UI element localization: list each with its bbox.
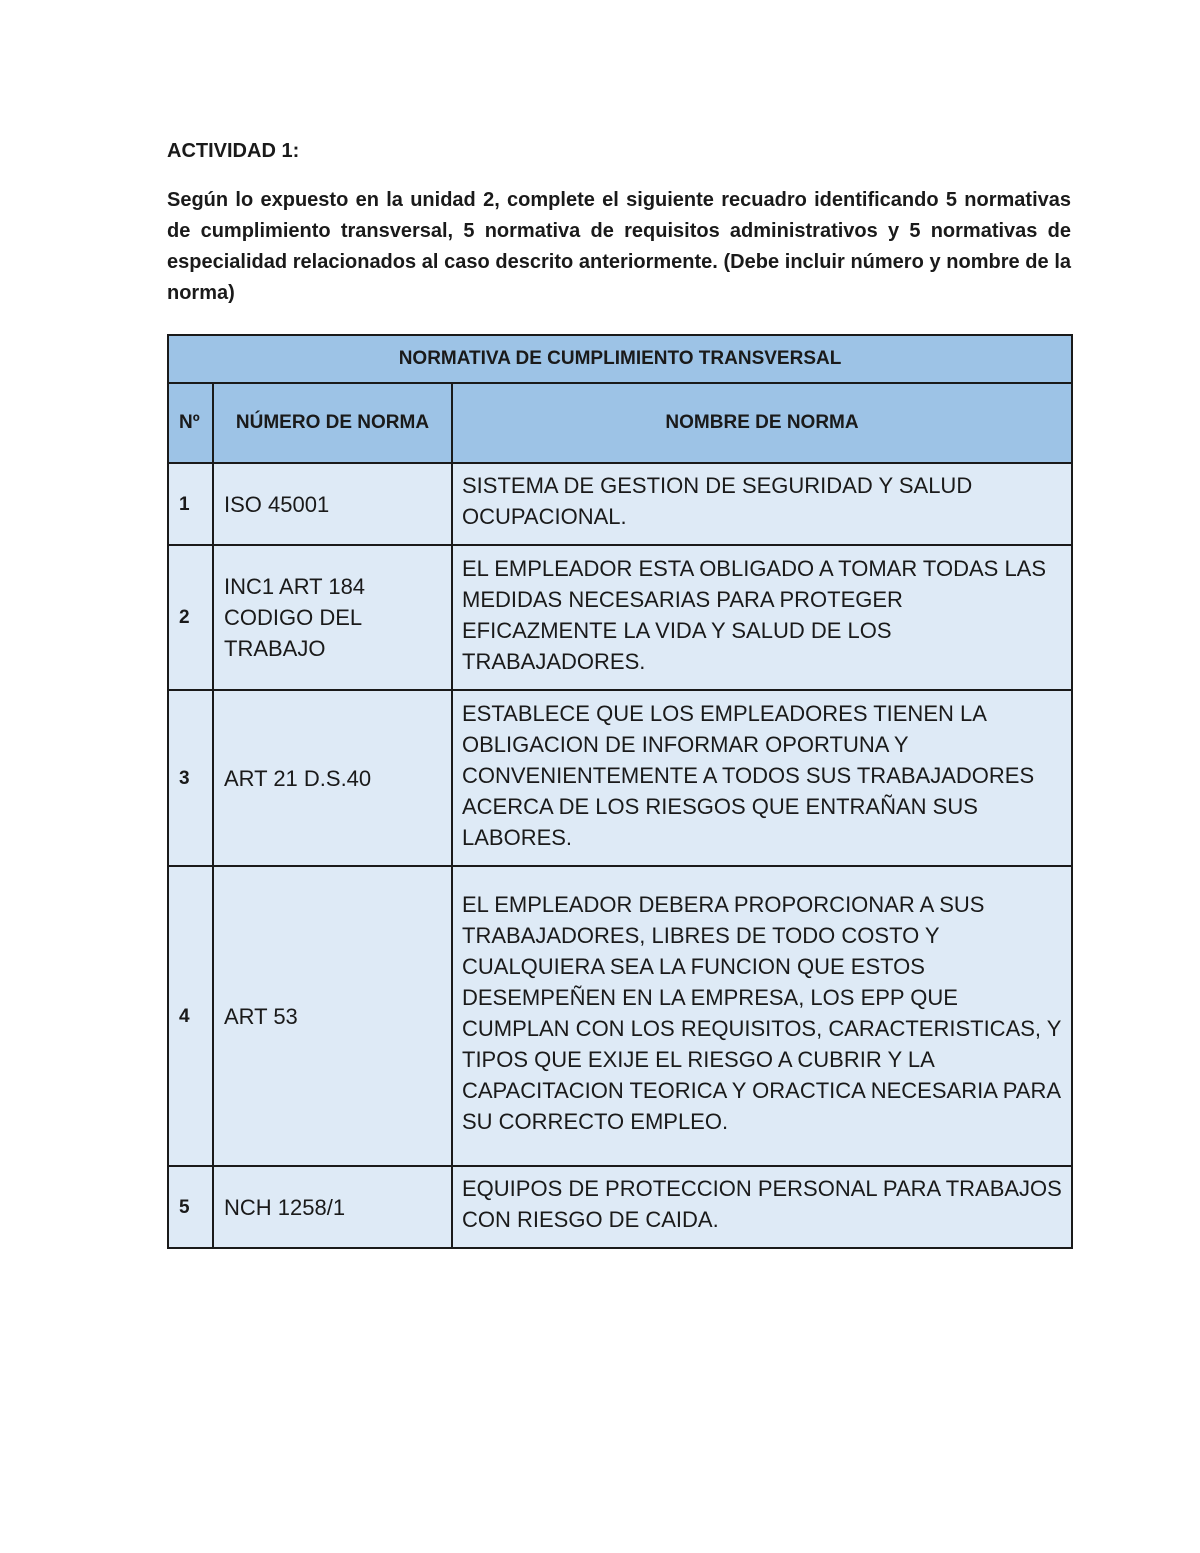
header-nombre: NOMBRE DE NORMA [452, 383, 1072, 463]
header-n: Nº [168, 383, 213, 463]
norm-number: NCH 1258/1 [213, 1166, 452, 1248]
header-numero: NÚMERO DE NORMA [213, 383, 452, 463]
row-number: 3 [168, 690, 213, 866]
document-page [167, 140, 1071, 1249]
norm-name: EL EMPLEADOR DEBERA PROPORCIONAR A SUS TRABAJADORES, LIBRES DE TODO COSTO Y CUALQUIERA SEA LA FUNCION QUE ESTOS DESEMPEÑEN EN LA EMPRESA, LOS EPP QUE CUMPLAN CON LOS REQUISITOS, CARACTERISTICAS, Y TIPOS QUE EXIJE EL RIESGO A CUBRIR Y LA CAPACITACION TEORICA Y ORACTICA NECESARIA PARA SU CORRECTO EMPLEO. [452, 866, 1072, 1166]
table-row [168, 463, 1072, 545]
table-title: NORMATIVA DE CUMPLIMIENTO TRANSVERSAL [168, 335, 1072, 383]
norm-number: ART 21 D.S.40 [213, 690, 452, 866]
row-number: 5 [168, 1166, 213, 1248]
table-row [168, 866, 1072, 1166]
norm-name: SISTEMA DE GESTION DE SEGURIDAD Y SALUD OCUPACIONAL. [452, 463, 1072, 545]
table-row [168, 545, 1072, 690]
table-row [168, 690, 1072, 866]
row-number: 1 [168, 463, 213, 545]
norm-name: ESTABLECE QUE LOS EMPLEADORES TIENEN LA OBLIGACION DE INFORMAR OPORTUNA Y CONVENIENTEMENTE A TODOS SUS TRABAJADORES ACERCA DE LOS RIESGOS QUE ENTRAÑAN SUS LABORES. [452, 690, 1072, 866]
row-number: 4 [168, 866, 213, 1166]
instructions-paragraph: Según lo expuesto en la unidad 2, complete el siguiente recuadro identificando 5 normativas de cumplimiento transversal, 5 normativa de requisitos administrativos y 5 normativas de especialidad relacionados al caso descrito anteriormente. (Debe incluir número y nombre de la norma) [167, 189, 1071, 304]
row-number: 2 [168, 545, 213, 690]
norm-number: INC1 ART 184 CODIGO DEL TRABAJO [213, 545, 452, 690]
norm-number: ART 53 [213, 866, 452, 1166]
norms-table [167, 334, 1073, 1249]
table-title-row [168, 335, 1072, 383]
table-header-row [168, 383, 1072, 463]
activity-heading: ACTIVIDAD 1: [167, 140, 300, 162]
norm-name: EQUIPOS DE PROTECCION PERSONAL PARA TRABAJOS CON RIESGO DE CAIDA. [452, 1166, 1072, 1248]
table-row [168, 1166, 1072, 1248]
norm-name: EL EMPLEADOR ESTA OBLIGADO A TOMAR TODAS LAS MEDIDAS NECESARIAS PARA PROTEGER EFICAZMENTE LA VIDA Y SALUD DE LOS TRABAJADORES. [452, 545, 1072, 690]
norm-number: ISO 45001 [213, 463, 452, 545]
